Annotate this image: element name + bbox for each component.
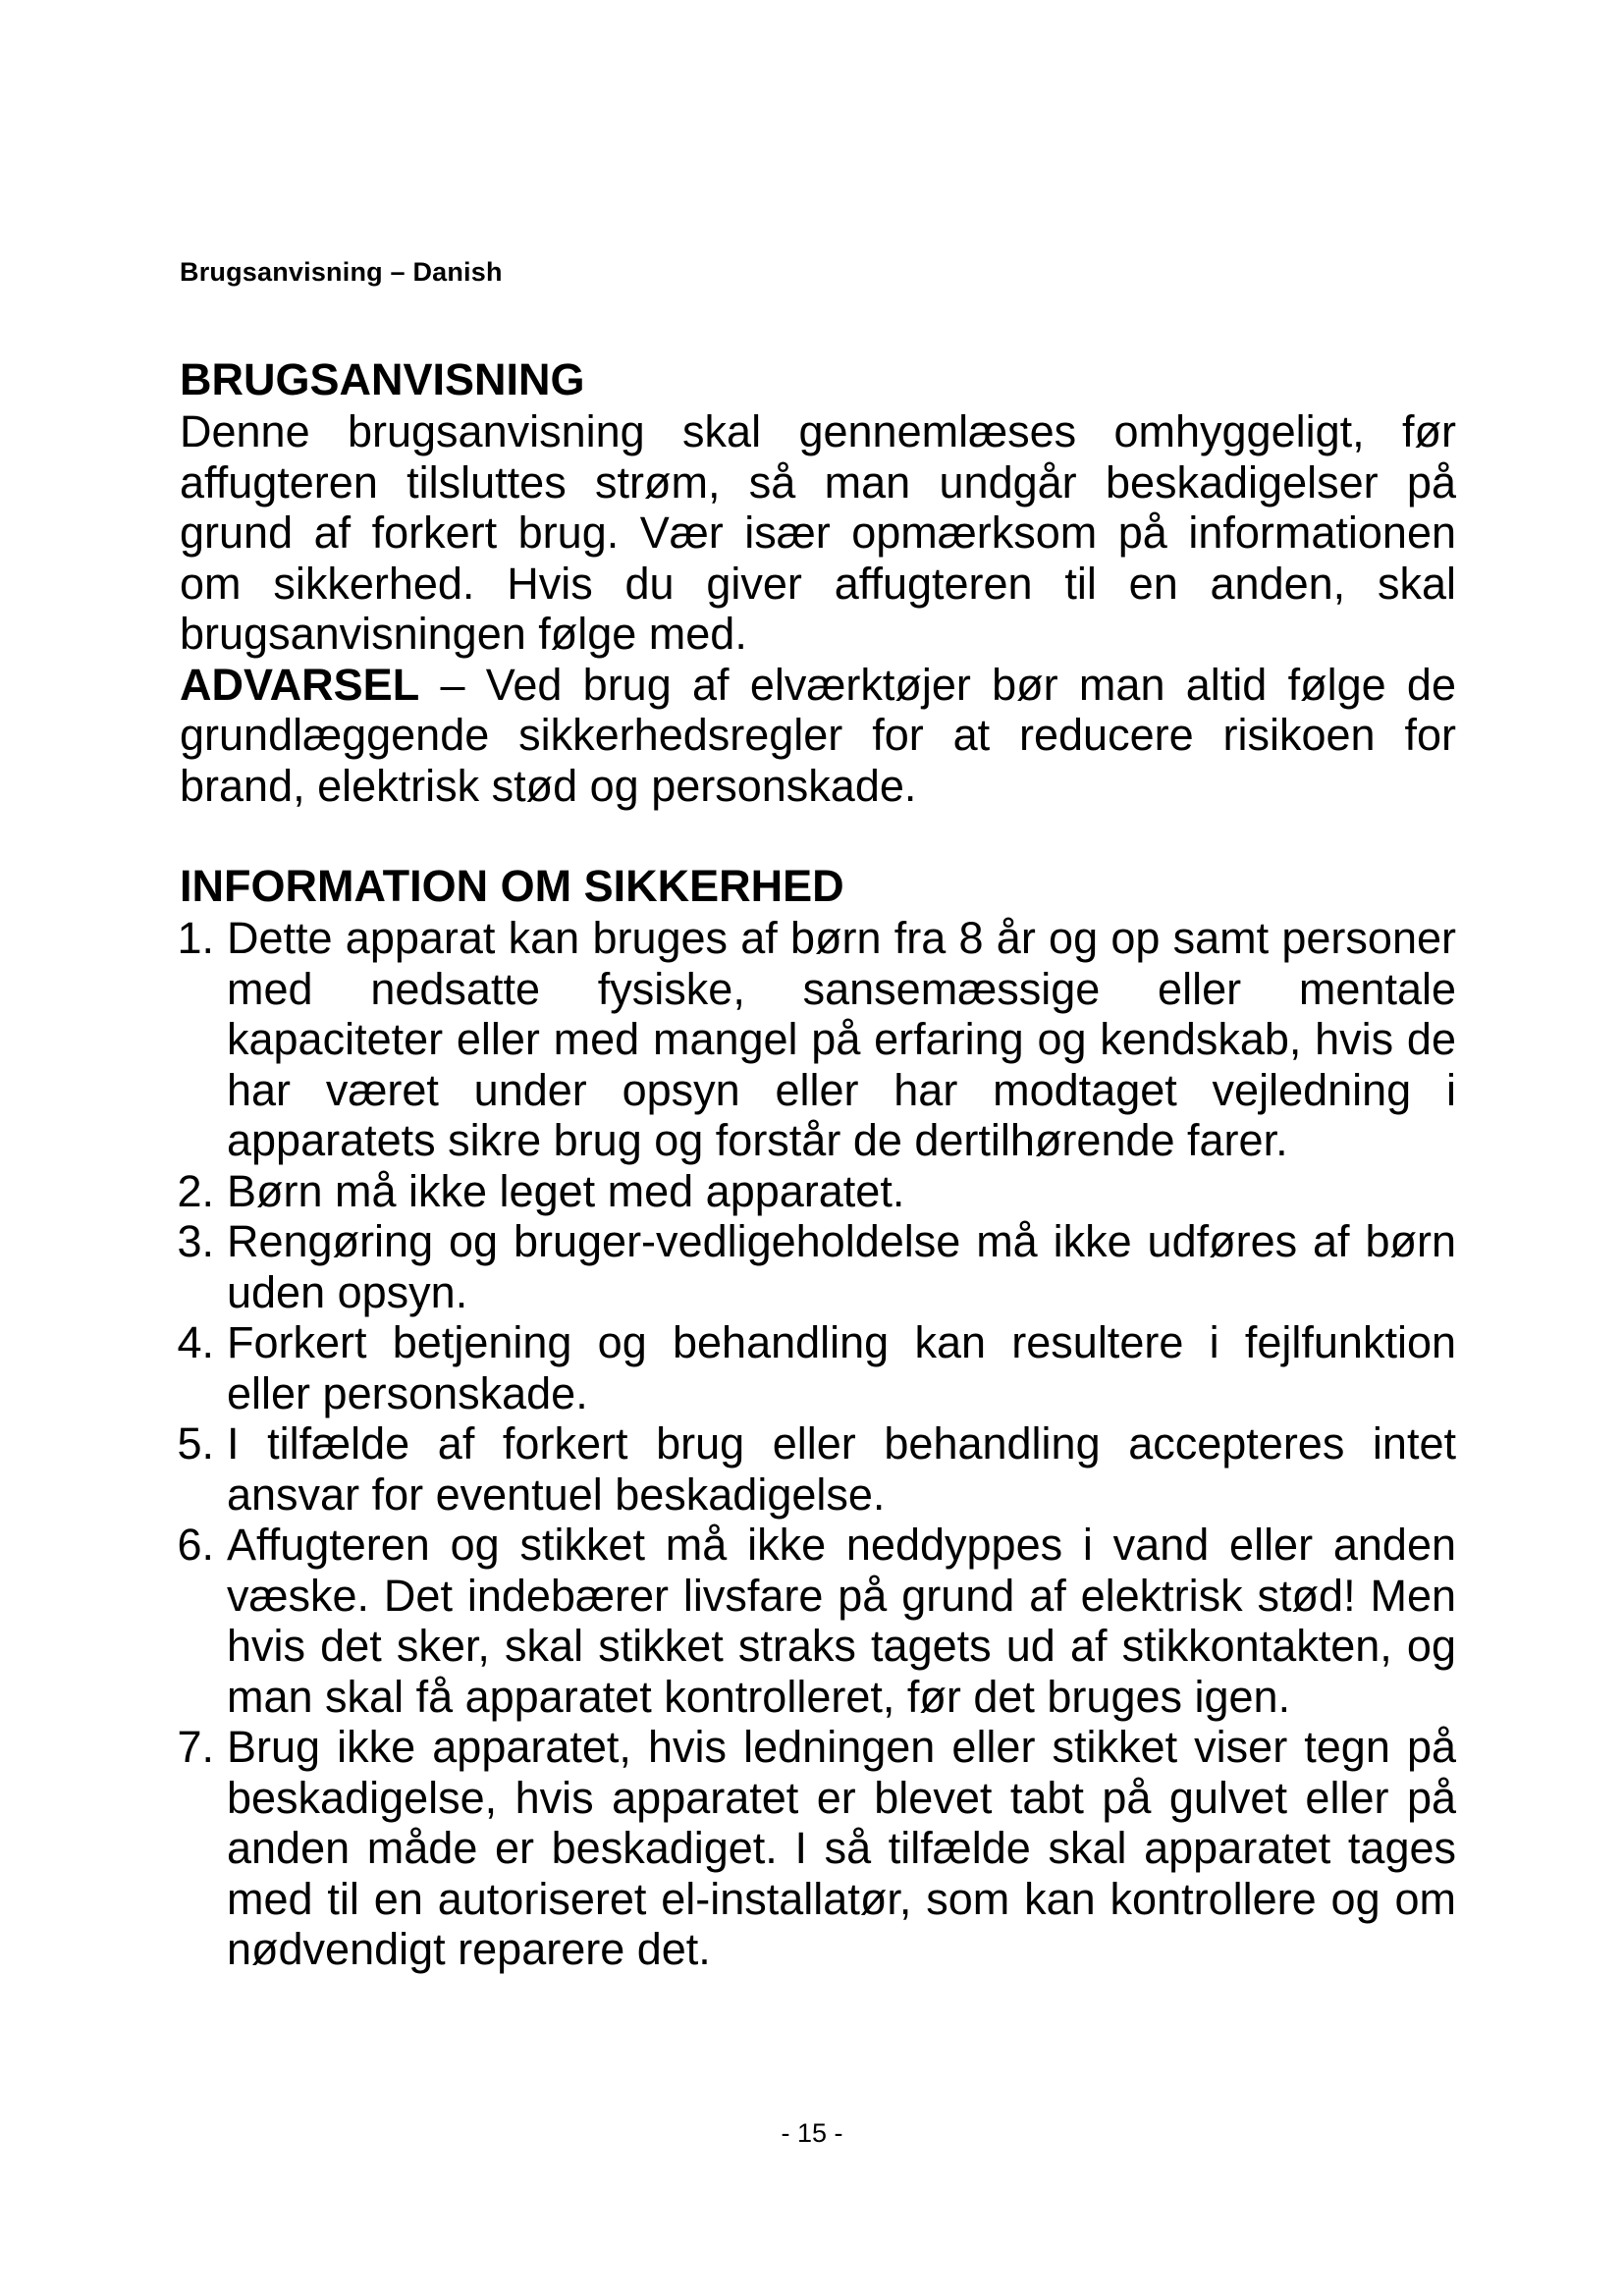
safety-item-text: Dette apparat kan bruges af børn fra 8 år og op samt personer med nedsatte fysiske, sansemæssige eller mentale kapaciteter eller med mangel på erfaring og kendskab, hvis de har været under opsyn eller har modtaget vejledning i apparatets sikre brug og forstår de dertilhørende farer.	[227, 913, 1456, 1165]
safety-item-number: 3.	[177, 1216, 214, 1266]
section-spacer	[180, 811, 1456, 860]
safety-item-number: 5.	[177, 1418, 214, 1468]
manual-title: BRUGSANVISNING	[180, 354, 585, 404]
safety-item	[177, 1216, 1456, 1317]
warning-paragraph	[180, 660, 1456, 812]
safety-item-text: Affugteren og stikket må ikke neddyppes i vand eller anden væske. Det indebærer livsfare på grund af elektrisk stød! Men hvis det sker, skal stikket straks tagets ud af stikkontakten, og man skal få apparatet kontrolleret, før det bruges igen.	[227, 1520, 1456, 1722]
safety-item	[177, 1317, 1456, 1418]
document-header-label: Brugsanvisning – Danish	[180, 257, 503, 287]
safety-item	[177, 1520, 1456, 1722]
safety-item-text: Brug ikke apparatet, hvis ledningen eller stikket viser tegn på beskadigelse, hvis apparatet er blevet tabt på gulvet eller på anden måde er beskadiget. I så tilfælde skal apparatet tages med til en autoriseret el-installatør, som kan kontrollere og om nødvendigt reparere det.	[227, 1722, 1456, 1974]
safety-item-number: 7.	[177, 1722, 214, 1772]
safety-item-number: 2.	[177, 1165, 214, 1216]
safety-item-number: 1.	[177, 913, 214, 963]
page-number: - 15 -	[781, 2118, 843, 2148]
safety-item	[177, 913, 1456, 1166]
safety-item	[177, 1418, 1456, 1520]
safety-item	[177, 1722, 1456, 1975]
safety-item-text: Rengøring og bruger-vedligeholdelse må ikke udføres af børn uden opsyn.	[227, 1216, 1456, 1317]
safety-list	[177, 913, 1456, 1975]
safety-item-number: 4.	[177, 1317, 214, 1367]
safety-item-text: Børn må ikke leget med apparatet.	[227, 1165, 905, 1216]
safety-item-text: I tilfælde af forkert brug eller behandling accepteres intet ansvar for eventuel beskadigelse.	[227, 1418, 1456, 1520]
warning-label: ADVARSEL	[180, 659, 420, 710]
safety-item-text: Forkert betjening og behandling kan resultere i fejlfunktion eller personskade.	[227, 1317, 1456, 1418]
intro-paragraph: Denne brugsanvisning skal gennemlæses omhyggeligt, før affugteren tilsluttes strøm, så man undgår beskadigelser på grund af forkert brug. Vær især opmærksom på informationen om sikkerhed. Hvis du giver affugteren til en anden, skal brugsanvisningen følge med.	[180, 406, 1456, 659]
safety-item-number: 6.	[177, 1520, 214, 1570]
safety-item	[177, 1165, 1456, 1217]
page-content	[177, 353, 1456, 1975]
warning-text: – Ved brug af elværktøjer bør man altid følge de grundlæggende sikkerhedsregler for at reducere risikoen for brand, elektrisk stød og personskade.	[180, 659, 1456, 811]
safety-section-title: INFORMATION OM SIKKERHED	[180, 861, 844, 911]
